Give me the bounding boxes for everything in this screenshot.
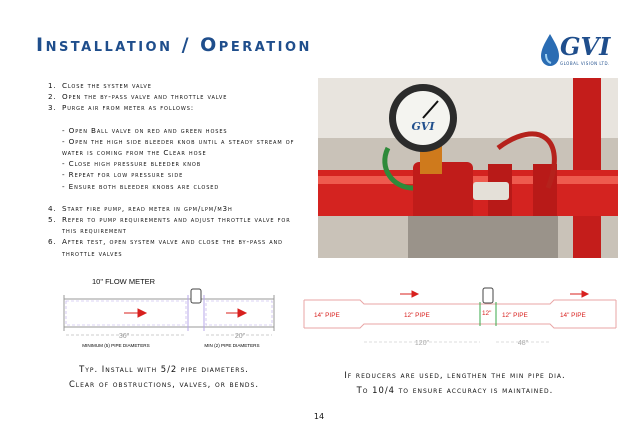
caption-line: Clear of obstructions, valves, or bends. (68, 379, 260, 389)
list-item (48, 102, 308, 113)
svg-text:10" FLOW METER: 10" FLOW METER (92, 277, 156, 286)
step-text: Refer to pump requirements and adjust throttle valve for this requirement (62, 215, 291, 236)
svg-text:36": 36" (118, 333, 130, 340)
step-text: Purge air from meter as follows: (62, 103, 195, 113)
dimension-20 (235, 333, 246, 340)
svg-text:MINIMUM (5) PIPE DIAMETERS: MINIMUM (5) PIPE DIAMETERS (82, 343, 150, 348)
pipe-label (502, 312, 528, 319)
substep: - Repeat for low pressure side (62, 170, 184, 180)
list-item (48, 91, 308, 102)
svg-text:12" PIPE: 12" PIPE (502, 312, 528, 319)
logo-name: GVI (560, 32, 611, 61)
note-5-diameters (82, 343, 149, 348)
svg-text:MIN (2) PIPE DIAMETERS: MIN (2) PIPE DIAMETERS (204, 343, 260, 348)
pipe-label (560, 312, 586, 319)
gauge-brand (411, 120, 435, 133)
svg-text:14" PIPE: 14" PIPE (314, 312, 340, 319)
step-text: Start fire pump, read meter in gpm/lpm/m3h (62, 203, 233, 213)
caption-line: Typ. Install with 5/2 pipe diameters. (79, 364, 249, 374)
svg-text:12" PIPE: 12" PIPE (404, 312, 430, 319)
svg-text:48": 48" (517, 340, 529, 347)
flow-meter-photo (318, 78, 618, 258)
step-number: 2. (48, 92, 57, 102)
flow-meter-diagram (60, 271, 278, 355)
svg-text:120": 120" (414, 340, 430, 347)
caption-right (304, 368, 606, 398)
step-number: 1. (48, 81, 57, 90)
substep: - Ensure both bleeder knobs are closed (62, 181, 220, 191)
logo-tagline: GLOBAL VISION LTD. (560, 61, 610, 66)
step-number: 6. (48, 237, 57, 247)
note-2-diameters (204, 343, 259, 348)
step-text: Close the system valve (62, 81, 152, 90)
step-number: 4. (48, 203, 57, 213)
caption-line: To 10/4 to ensure accuracy is maintained. (356, 385, 554, 395)
dimension-120 (415, 340, 430, 347)
pipe-label (314, 312, 340, 319)
caption-left (38, 362, 290, 392)
step-number: 5. (48, 215, 57, 225)
dimension-36 (119, 333, 130, 340)
svg-text:12": 12" (482, 310, 492, 317)
svg-text:GVI: GVI (411, 120, 435, 133)
list-item (48, 214, 308, 236)
substep: - Close high pressure bleeder knob (62, 159, 202, 169)
caption-line: If reducers are used, lengthen the min pipe dia. (344, 370, 566, 380)
page-number: 14 (313, 412, 325, 421)
pipe-label (404, 312, 430, 319)
dimension-48 (518, 340, 529, 347)
reducer-diagram (302, 272, 618, 354)
svg-text:20": 20" (234, 333, 246, 340)
diagram-label (92, 277, 156, 286)
substep: - Open the high side bleeder knob until a steady stream of water is coming from the Clear hose (62, 136, 295, 158)
page-title: Installation / Operation (36, 34, 312, 56)
step-number: 3. (48, 103, 57, 113)
svg-text:14" PIPE: 14" PIPE (560, 312, 586, 319)
substep: - Open Ball valve on red and green hoses (62, 125, 228, 135)
pipe-label (482, 310, 491, 317)
list-item (48, 203, 308, 214)
instructions-list (48, 80, 308, 259)
list-item (48, 80, 308, 91)
list-item (48, 236, 308, 258)
step-text: Open the by-pass valve and throttle valve (62, 92, 228, 102)
step-text: After test, open system valve and close the by-pass and throttle valves (62, 237, 283, 258)
